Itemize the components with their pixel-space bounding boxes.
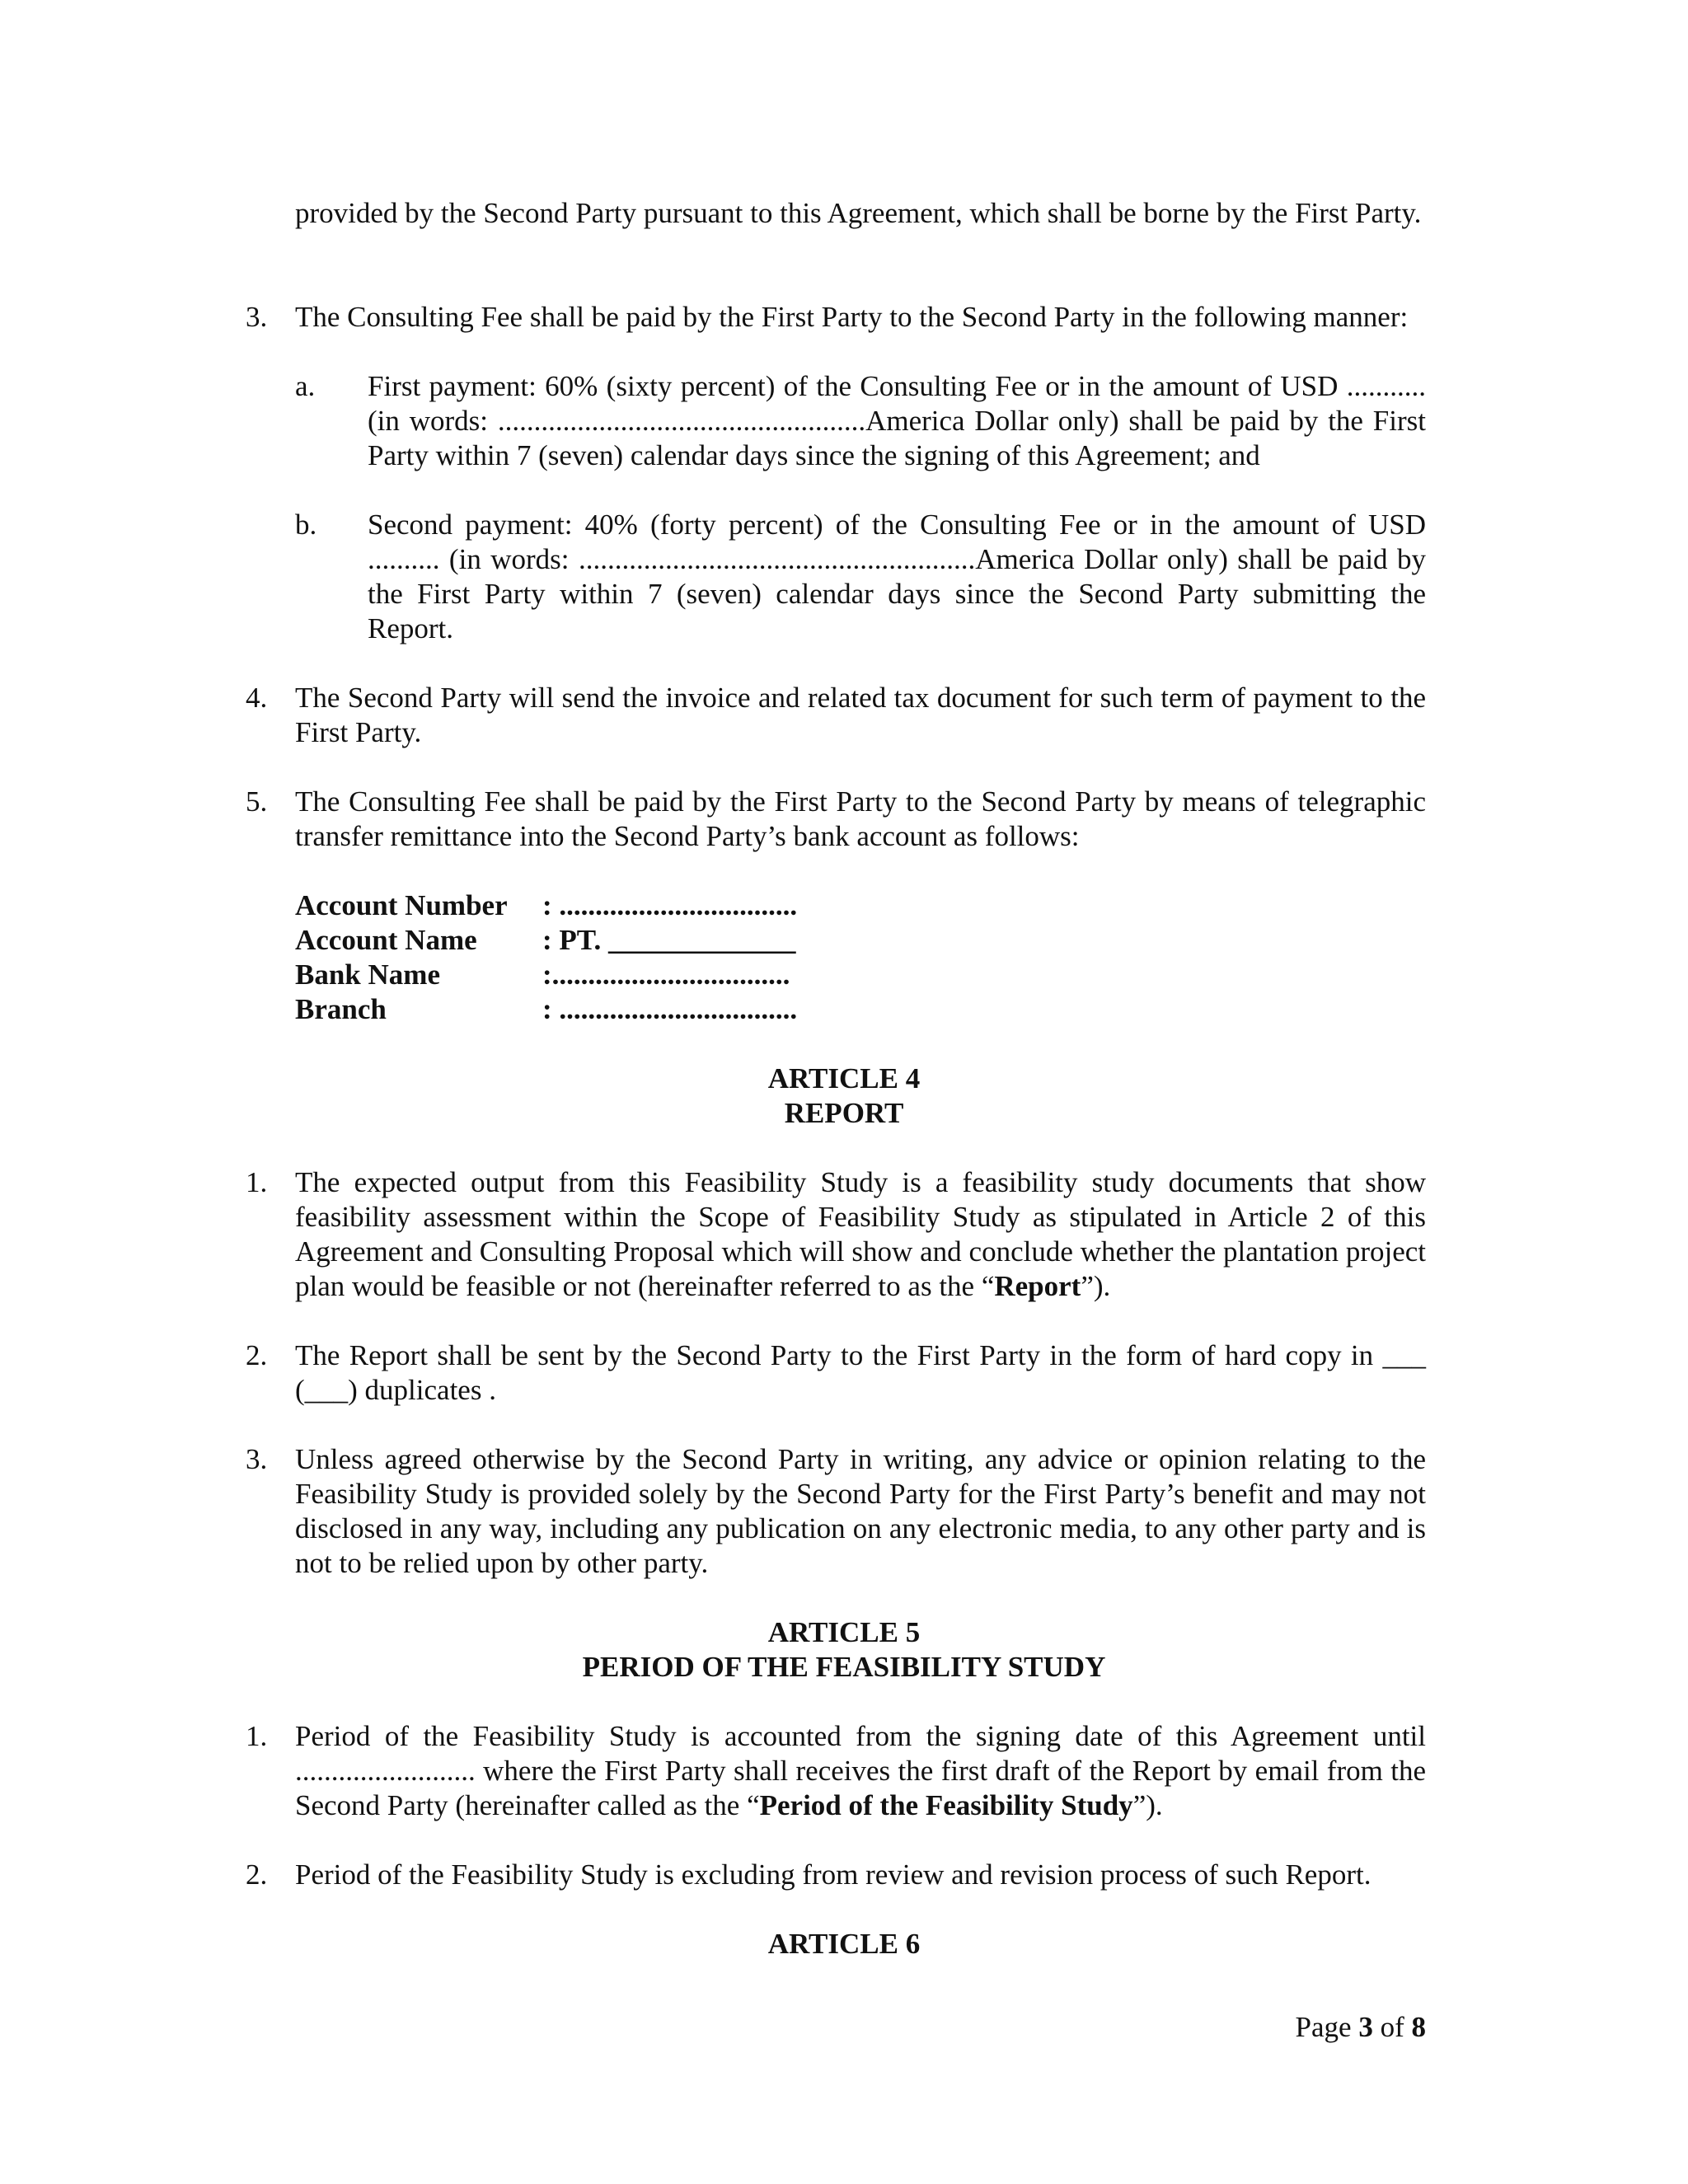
period-exclusion-item xyxy=(246,1858,1426,1892)
transfer-item xyxy=(246,785,1426,854)
item-text: Period of the Feasibility Study is excluding from review and revision process of such Report. xyxy=(295,1858,1372,1891)
payment-terms-item xyxy=(246,300,1426,335)
article-6-title: ARTICLE 6 xyxy=(767,1928,921,1960)
bank-account-details xyxy=(295,888,797,1027)
report-output-item xyxy=(246,1165,1426,1304)
item-number: 1. xyxy=(246,1166,268,1198)
report-delivery-item xyxy=(246,1338,1426,1408)
first-payment-subitem xyxy=(295,369,1426,473)
item-text: Period of the Feasibility Study is accounted from the signing date of this Agreement until ......................... where the First Party shall receives the first draft of the Report by email from the Second Party (hereinafter called as the “Period of the Feasibility Study”). xyxy=(295,1720,1426,1821)
subitem-text: Second payment: 40% (forty percent) of the Consulting Fee or in the amount of USD .......... (in words: .......................................................America Dollar only) shall be paid by the First Party within 7 (seven) calendar days since the Second Party submitting the Report. xyxy=(368,509,1426,644)
article-4-title: ARTICLE 4 xyxy=(767,1062,921,1094)
second-payment-subitem xyxy=(295,508,1426,646)
item-text: The Consulting Fee shall be paid by the First Party to the Second Party by means of telegraphic transfer remittance into the Second Party’s bank account as follows: xyxy=(295,785,1426,852)
article-5-title: ARTICLE 5 xyxy=(767,1616,921,1648)
continuation-paragraph: provided by the Second Party pursuant to this Agreement, which shall be borne by the First Party. xyxy=(295,197,1422,229)
article-5-subtitle: PERIOD OF THE FEASIBILITY STUDY xyxy=(582,1651,1106,1683)
item-text: Unless agreed otherwise by the Second Party in writing, any advice or opinion relating to the Feasibility Study is provided solely by the Second Party for the First Party’s benefit and may not disclosed in any way, including any publication on any electronic media, to any other party and is not to be relied upon by other party. xyxy=(295,1443,1426,1579)
subitem-label: a. xyxy=(295,370,316,402)
item-text: The Consulting Fee shall be paid by the First Party to the Second Party in the following manner: xyxy=(295,301,1409,333)
item-number: 2. xyxy=(246,1858,268,1891)
account-number-row: Account Number : ................................. xyxy=(295,889,798,921)
account-name-row: Account Name : PT. _____________ xyxy=(295,924,796,956)
item-text: The Second Party will send the invoice and related tax document for such term of payment to the First Party. xyxy=(295,682,1426,748)
item-text: The Report shall be sent by the Second Party to the First Party in the form of hard copy in ___ (___) duplicates . xyxy=(295,1339,1426,1406)
item-number: 3. xyxy=(246,301,268,333)
confidentiality-item xyxy=(246,1442,1426,1581)
bank-name-row: Bank Name :................................. xyxy=(295,958,790,991)
item-number: 5. xyxy=(246,785,268,818)
period-definition-item xyxy=(246,1719,1426,1823)
item-number: 3. xyxy=(246,1443,268,1475)
branch-row: Branch : ................................. xyxy=(295,993,798,1025)
article-4-subtitle: REPORT xyxy=(784,1097,904,1129)
invoice-item xyxy=(246,681,1426,750)
item-text: The expected output from this Feasibility Study is a feasibility study documents that show feasibility assessment within the Scope of Feasibility Study as stipulated in Article 2 of this Agreement and Consulting Proposal which will show and conclude whether the plantation project plan would be feasible or not (hereinafter referred to as the “Report”). xyxy=(295,1166,1426,1302)
item-number: 1. xyxy=(246,1720,268,1752)
item-number: 2. xyxy=(246,1339,268,1371)
item-number: 4. xyxy=(246,682,268,714)
subitem-label: b. xyxy=(295,509,317,541)
page-number-footer: Page 3 of 8 xyxy=(1295,2011,1426,2043)
subitem-text: First payment: 60% (sixty percent) of the Consulting Fee or in the amount of USD ........... (in words: ...................................................America Dollar only) shall be paid by the First Party within 7 (seven) calendar days since the signing of this Agreement; and xyxy=(368,370,1426,471)
